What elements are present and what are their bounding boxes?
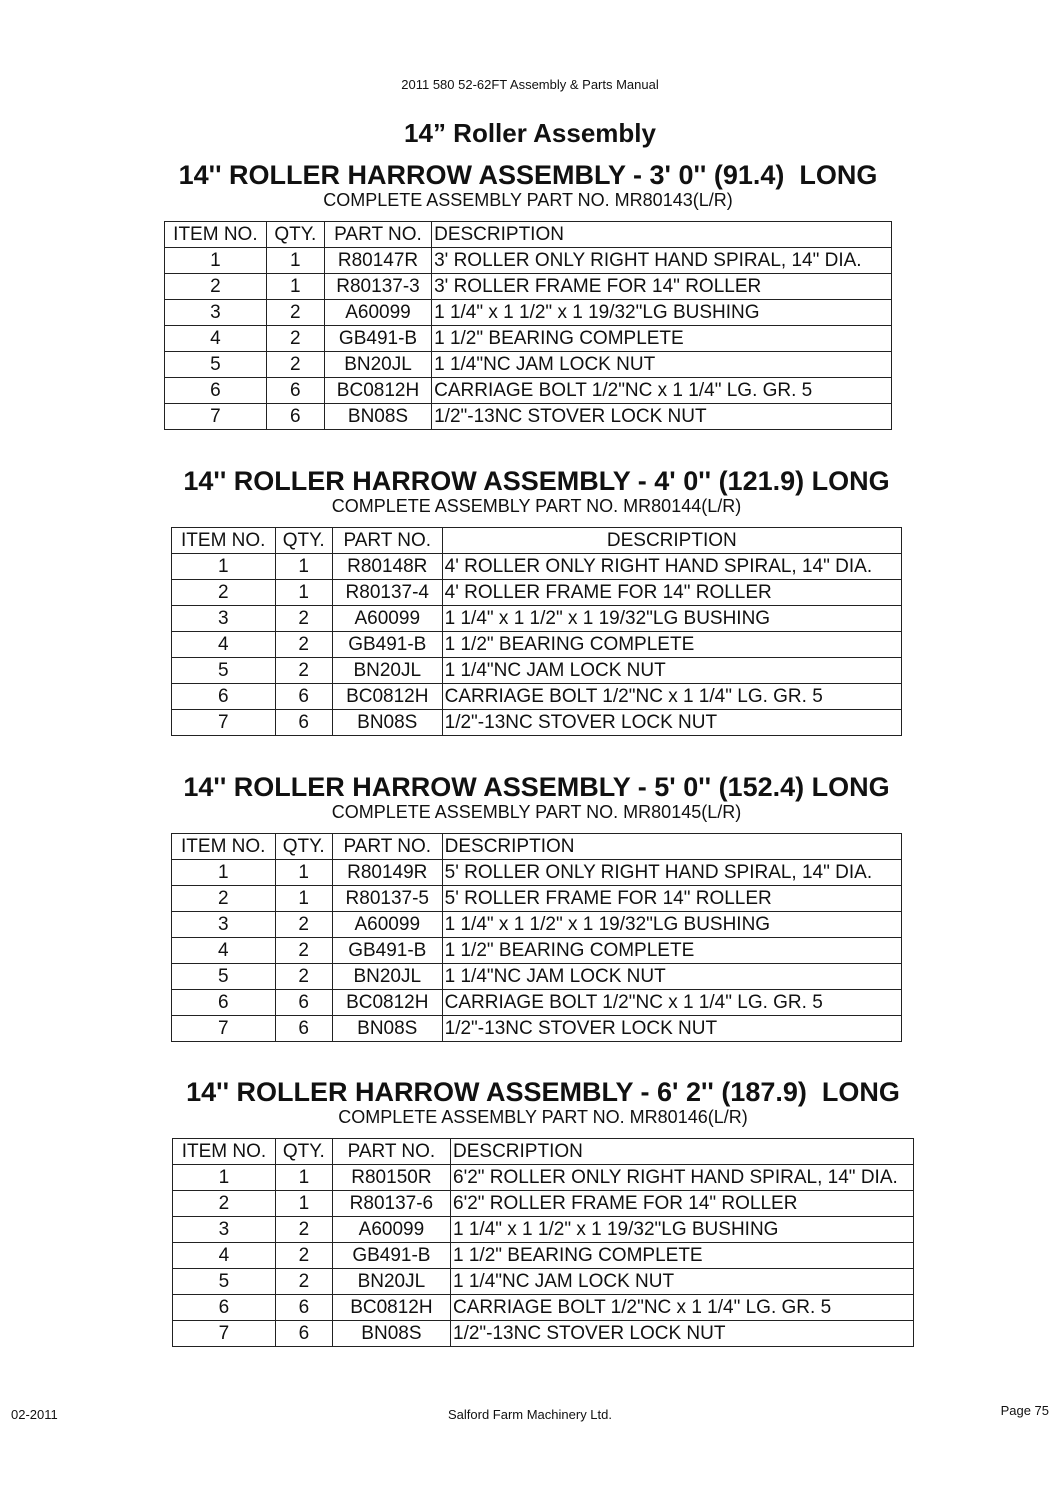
document-header: 2011 580 52-62FT Assembly & Parts Manual — [401, 77, 659, 92]
table-row — [172, 632, 902, 658]
cell-description: CARRIAGE BOLT 1/2"NC x 1 1/4" LG. GR. 5 — [442, 684, 901, 710]
column-header-description: DESCRIPTION — [432, 222, 892, 248]
cell-description: 6'2" ROLLER FRAME FOR 14" ROLLER — [451, 1191, 914, 1217]
column-header-qty: QTY. — [275, 1139, 332, 1165]
cell-qty: 6 — [275, 684, 332, 710]
cell-qty: 2 — [275, 1269, 332, 1295]
cell-item-no: 2 — [172, 886, 276, 912]
cell-part-no: BC0812H — [332, 1295, 450, 1321]
cell-qty: 2 — [275, 606, 332, 632]
cell-item-no: 4 — [165, 326, 267, 352]
cell-qty: 6 — [275, 990, 332, 1016]
assembly-section-4ft — [171, 466, 902, 736]
cell-part-no: BC0812H — [324, 378, 431, 404]
cell-description: 3' ROLLER ONLY RIGHT HAND SPIRAL, 14" DIA. — [432, 248, 892, 274]
table-row — [172, 964, 902, 990]
cell-part-no: BN20JL — [332, 1269, 450, 1295]
cell-item-no: 7 — [172, 1016, 276, 1042]
cell-description: 1/2"-13NC STOVER LOCK NUT — [442, 710, 901, 736]
cell-qty: 1 — [275, 1191, 332, 1217]
cell-item-no: 4 — [172, 938, 276, 964]
cell-description: 1 1/4" x 1 1/2" x 1 19/32"LG BUSHING — [451, 1217, 914, 1243]
cell-item-no: 3 — [165, 300, 267, 326]
cell-description: 1 1/4"NC JAM LOCK NUT — [432, 352, 892, 378]
column-header-description: DESCRIPTION — [451, 1139, 914, 1165]
table-row — [173, 1269, 914, 1295]
cell-description: 6'2" ROLLER ONLY RIGHT HAND SPIRAL, 14" DIA. — [451, 1165, 914, 1191]
cell-description: 4' ROLLER FRAME FOR 14" ROLLER — [442, 580, 901, 606]
cell-item-no: 1 — [172, 554, 276, 580]
cell-qty: 1 — [275, 886, 332, 912]
cell-part-no: BC0812H — [332, 990, 442, 1016]
parts-table — [172, 1138, 914, 1347]
cell-item-no: 4 — [172, 632, 276, 658]
table-header-row — [172, 834, 902, 860]
footer-page-number: Page 75 — [1000, 1403, 1049, 1418]
column-header-part-no: PART NO. — [332, 834, 442, 860]
column-header-item-no: ITEM NO. — [173, 1139, 276, 1165]
table-row — [173, 1191, 914, 1217]
cell-qty: 2 — [275, 632, 332, 658]
cell-qty: 6 — [266, 378, 324, 404]
parts-table — [164, 221, 892, 430]
table-row — [165, 300, 892, 326]
column-header-description: DESCRIPTION — [442, 528, 901, 554]
table-header-row — [172, 528, 902, 554]
cell-qty: 6 — [275, 1295, 332, 1321]
cell-description: CARRIAGE BOLT 1/2"NC x 1 1/4" LG. GR. 5 — [442, 990, 901, 1016]
cell-part-no: BN20JL — [332, 658, 442, 684]
cell-description: CARRIAGE BOLT 1/2"NC x 1 1/4" LG. GR. 5 — [432, 378, 892, 404]
cell-description: 1 1/4" x 1 1/2" x 1 19/32"LG BUSHING — [442, 912, 901, 938]
cell-item-no: 6 — [172, 684, 276, 710]
cell-description: 1 1/4" x 1 1/2" x 1 19/32"LG BUSHING — [442, 606, 901, 632]
cell-item-no: 1 — [172, 860, 276, 886]
table-row — [172, 606, 902, 632]
page-title: 14” Roller Assembly — [404, 118, 656, 148]
cell-part-no: BN08S — [324, 404, 431, 430]
cell-part-no: R80137-4 — [332, 580, 442, 606]
cell-qty: 1 — [275, 554, 332, 580]
cell-description: 1 1/4"NC JAM LOCK NUT — [442, 658, 901, 684]
table-header-row — [173, 1139, 914, 1165]
table-row — [173, 1243, 914, 1269]
cell-description: 1/2"-13NC STOVER LOCK NUT — [451, 1321, 914, 1347]
assembly-section-3ft — [164, 160, 892, 430]
cell-item-no: 7 — [172, 710, 276, 736]
cell-item-no: 1 — [173, 1165, 276, 1191]
table-row — [172, 1016, 902, 1042]
cell-item-no: 2 — [173, 1191, 276, 1217]
cell-description: 4' ROLLER ONLY RIGHT HAND SPIRAL, 14" DIA. — [442, 554, 901, 580]
cell-qty: 1 — [266, 274, 324, 300]
cell-item-no: 6 — [173, 1295, 276, 1321]
cell-part-no: R80137-5 — [332, 886, 442, 912]
cell-description: 1/2"-13NC STOVER LOCK NUT — [432, 404, 892, 430]
table-header-row — [165, 222, 892, 248]
table-row — [165, 326, 892, 352]
table-row — [172, 938, 902, 964]
cell-description: 1 1/2" BEARING COMPLETE — [442, 938, 901, 964]
cell-qty: 1 — [275, 580, 332, 606]
cell-part-no: BN08S — [332, 1016, 442, 1042]
section-subtitle: COMPLETE ASSEMBLY PART NO. MR80143(L/R) — [323, 190, 733, 210]
cell-qty: 6 — [275, 710, 332, 736]
column-header-description: DESCRIPTION — [442, 834, 901, 860]
cell-qty: 2 — [266, 326, 324, 352]
cell-qty: 1 — [275, 860, 332, 886]
cell-description: 5' ROLLER FRAME FOR 14" ROLLER — [442, 886, 901, 912]
cell-item-no: 2 — [165, 274, 267, 300]
cell-part-no: GB491-B — [332, 1243, 450, 1269]
table-row — [165, 248, 892, 274]
table-row — [172, 710, 902, 736]
cell-description: 1 1/4" x 1 1/2" x 1 19/32"LG BUSHING — [432, 300, 892, 326]
table-row — [172, 912, 902, 938]
cell-description: CARRIAGE BOLT 1/2"NC x 1 1/4" LG. GR. 5 — [451, 1295, 914, 1321]
section-subtitle: COMPLETE ASSEMBLY PART NO. MR80146(L/R) — [338, 1107, 748, 1127]
cell-item-no: 1 — [165, 248, 267, 274]
column-header-item-no: ITEM NO. — [172, 834, 276, 860]
assembly-section-6ft2 — [172, 1077, 914, 1347]
cell-description: 1 1/4"NC JAM LOCK NUT — [451, 1269, 914, 1295]
cell-part-no: R80150R — [332, 1165, 450, 1191]
cell-part-no: A60099 — [332, 912, 442, 938]
cell-description: 1 1/4"NC JAM LOCK NUT — [442, 964, 901, 990]
cell-item-no: 5 — [172, 964, 276, 990]
cell-qty: 2 — [275, 1217, 332, 1243]
cell-description: 1 1/2" BEARING COMPLETE — [451, 1243, 914, 1269]
cell-item-no: 6 — [172, 990, 276, 1016]
cell-part-no: BN20JL — [324, 352, 431, 378]
section-title: 14'' ROLLER HARROW ASSEMBLY - 4' 0'' (121.9) LONG — [183, 466, 890, 496]
cell-part-no: BN08S — [332, 710, 442, 736]
cell-qty: 1 — [275, 1165, 332, 1191]
cell-qty: 2 — [266, 352, 324, 378]
cell-description: 3' ROLLER FRAME FOR 14" ROLLER — [432, 274, 892, 300]
column-header-qty: QTY. — [275, 834, 332, 860]
column-header-part-no: PART NO. — [332, 528, 442, 554]
cell-item-no: 5 — [172, 658, 276, 684]
column-header-qty: QTY. — [266, 222, 324, 248]
section-subtitle: COMPLETE ASSEMBLY PART NO. MR80144(L/R) — [331, 496, 742, 516]
cell-item-no: 5 — [165, 352, 267, 378]
column-header-part-no: PART NO. — [332, 1139, 450, 1165]
cell-item-no: 2 — [172, 580, 276, 606]
column-header-part-no: PART NO. — [324, 222, 431, 248]
cell-qty: 2 — [275, 964, 332, 990]
cell-part-no: A60099 — [332, 1217, 450, 1243]
table-row — [173, 1295, 914, 1321]
table-row — [172, 580, 902, 606]
cell-qty: 2 — [275, 658, 332, 684]
table-row — [172, 886, 902, 912]
cell-part-no: GB491-B — [332, 938, 442, 964]
cell-item-no: 7 — [173, 1321, 276, 1347]
cell-qty: 2 — [275, 1243, 332, 1269]
cell-qty: 2 — [275, 912, 332, 938]
section-title: 14'' ROLLER HARROW ASSEMBLY - 6' 2'' (187.9) LONG — [186, 1077, 900, 1107]
cell-qty: 6 — [266, 404, 324, 430]
cell-item-no: 6 — [165, 378, 267, 404]
column-header-item-no: ITEM NO. — [172, 528, 276, 554]
cell-part-no: R80137-3 — [324, 274, 431, 300]
cell-part-no: R80137-6 — [332, 1191, 450, 1217]
cell-description: 1 1/2" BEARING COMPLETE — [432, 326, 892, 352]
cell-part-no: BC0812H — [332, 684, 442, 710]
table-row — [165, 378, 892, 404]
cell-item-no: 7 — [165, 404, 267, 430]
table-row — [172, 658, 902, 684]
cell-qty: 6 — [275, 1016, 332, 1042]
cell-part-no: R80148R — [332, 554, 442, 580]
cell-item-no: 5 — [173, 1269, 276, 1295]
cell-part-no: R80149R — [332, 860, 442, 886]
table-row — [165, 404, 892, 430]
section-title: 14'' ROLLER HARROW ASSEMBLY - 3' 0'' (91.4) LONG — [178, 160, 878, 190]
cell-qty: 6 — [275, 1321, 332, 1347]
cell-qty: 2 — [266, 300, 324, 326]
footer-date: 02-2011 — [11, 1407, 58, 1422]
table-row — [173, 1321, 914, 1347]
cell-item-no: 3 — [172, 606, 276, 632]
cell-part-no: BN08S — [332, 1321, 450, 1347]
table-row — [165, 274, 892, 300]
cell-part-no: A60099 — [332, 606, 442, 632]
column-header-qty: QTY. — [275, 528, 332, 554]
table-row — [172, 860, 902, 886]
parts-table — [171, 527, 902, 736]
cell-item-no: 3 — [172, 912, 276, 938]
footer-company: Salford Farm Machinery Ltd. — [447, 1407, 612, 1422]
table-row — [172, 554, 902, 580]
cell-description: 1 1/2" BEARING COMPLETE — [442, 632, 901, 658]
cell-part-no: GB491-B — [324, 326, 431, 352]
table-row — [165, 352, 892, 378]
section-subtitle: COMPLETE ASSEMBLY PART NO. MR80145(L/R) — [331, 802, 742, 822]
table-row — [173, 1217, 914, 1243]
parts-table — [171, 833, 902, 1042]
cell-qty: 1 — [266, 248, 324, 274]
cell-description: 1/2"-13NC STOVER LOCK NUT — [442, 1016, 901, 1042]
cell-part-no: BN20JL — [332, 964, 442, 990]
cell-part-no: GB491-B — [332, 632, 442, 658]
cell-description: 5' ROLLER ONLY RIGHT HAND SPIRAL, 14" DIA. — [442, 860, 901, 886]
cell-part-no: A60099 — [324, 300, 431, 326]
assembly-section-5ft — [171, 772, 902, 1042]
cell-item-no: 4 — [173, 1243, 276, 1269]
cell-part-no: R80147R — [324, 248, 431, 274]
cell-qty: 2 — [275, 938, 332, 964]
table-row — [173, 1165, 914, 1191]
table-row — [172, 684, 902, 710]
cell-item-no: 3 — [173, 1217, 276, 1243]
column-header-item-no: ITEM NO. — [165, 222, 267, 248]
table-row — [172, 990, 902, 1016]
section-title: 14'' ROLLER HARROW ASSEMBLY - 5' 0'' (152.4) LONG — [183, 772, 890, 802]
